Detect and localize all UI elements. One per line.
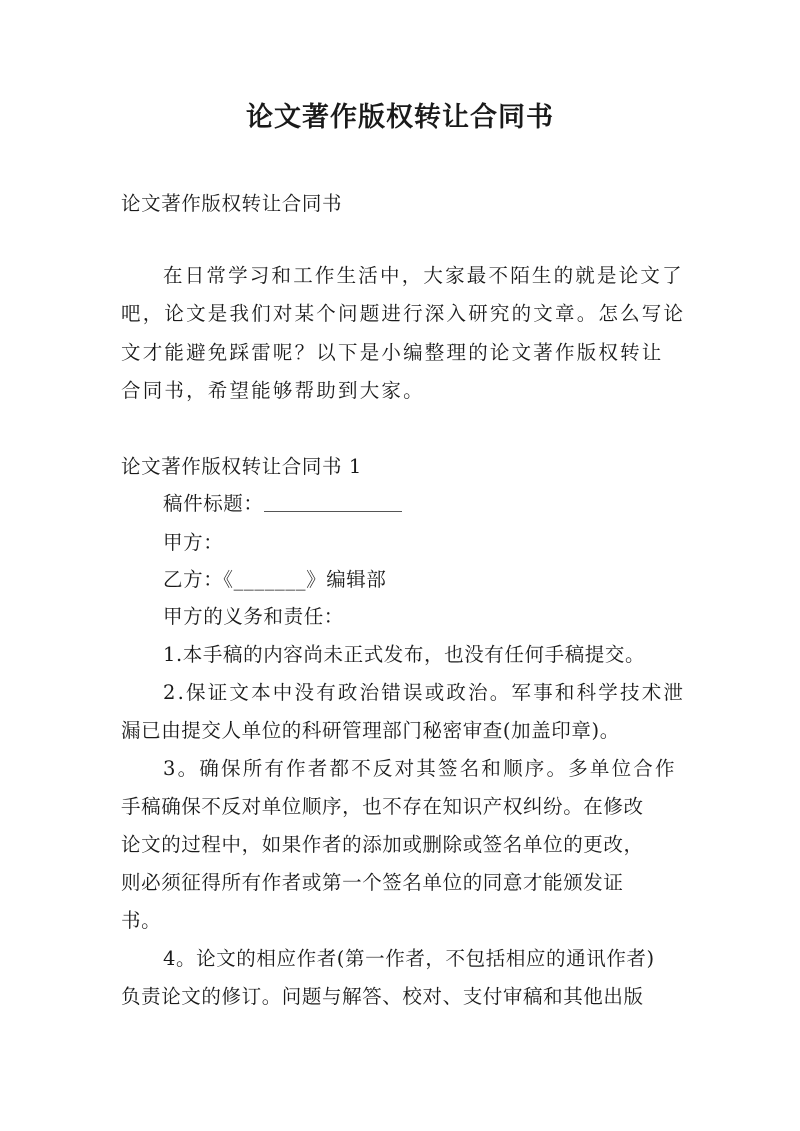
obligation-item-3: 3。确保所有作者都不反对其签名和顺序。多单位合作: [163, 757, 677, 780]
intro-line: 合同书，希望能够帮助到大家。: [121, 379, 425, 402]
obligation-item-1: 1.本手稿的内容尚未正式发布，也没有任何手稿提交。: [163, 643, 646, 666]
obligations-heading: 甲方的义务和责任：: [163, 605, 344, 628]
manuscript-title-row: [163, 489, 402, 519]
obligation-item-3-cont: 手稿确保不反对单位顺序，也不存在知识产权纠纷。在修改: [121, 795, 644, 818]
obligation-item-4-cont: 负责论文的修订。问题与解答、校对、支付审稿和其他出版: [121, 985, 644, 1008]
manuscript-title-blank: [264, 493, 402, 512]
obligation-item-3-cont: 论文的过程中，如果作者的添加或删除或签名单位的更改，: [121, 833, 644, 856]
party-a-label: 甲方：: [163, 531, 224, 554]
intro-line: 吧，论文是我们对某个问题进行深入研究的文章。怎么写论: [121, 302, 686, 325]
obligation-item-2: 2.保证文本中没有政治错误或政治。军事和科学技术泄: [163, 681, 686, 704]
obligation-item-3-cont: 则必须征得所有作者或第一个签名单位的同意才能颁发证: [121, 871, 624, 894]
party-b-label: 乙方：《_______》编辑部: [163, 568, 387, 591]
intro-line: 文才能避免踩雷呢？以下是小编整理的论文著作版权转让: [121, 341, 664, 364]
manuscript-title-label: 稿件标题：: [163, 492, 264, 515]
intro-line: 在日常学习和工作生活中，大家最不陌生的就是论文了: [163, 264, 684, 287]
section-heading: 论文著作版权转让合同书 1: [121, 455, 362, 478]
document-title: 论文著作版权转让合同书: [246, 102, 554, 133]
obligation-item-3-cont: 书。: [121, 909, 162, 932]
obligation-item-2-cont: 漏已由提交人单位的科研管理部门秘密审查(加盖印章)。: [121, 719, 620, 742]
document-subtitle: 论文著作版权转让合同书: [121, 192, 343, 215]
obligation-item-4: 4。论文的相应作者(第一作者，不包括相应的通讯作者): [163, 947, 655, 970]
